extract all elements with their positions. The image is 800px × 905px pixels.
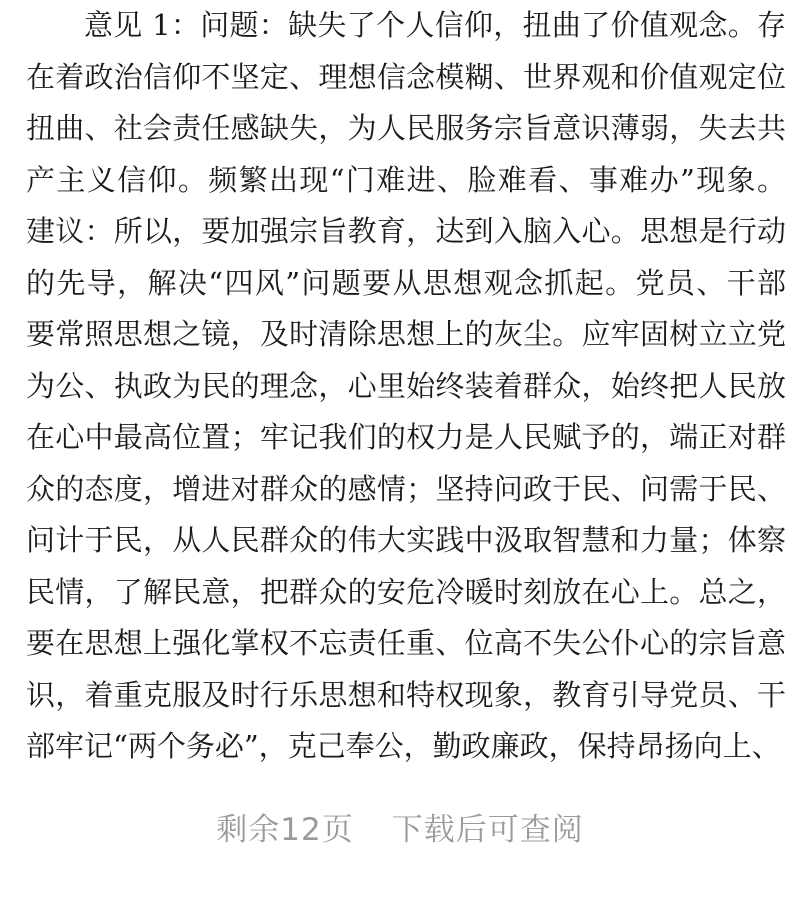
text-line-1: 意见 1：问题：缺失了个人信仰，扭曲了价值观念。存 bbox=[84, 8, 786, 42]
text-line-5: 建议：所以，要加强宗旨教育，达到入脑入心。思想是行动 bbox=[26, 214, 786, 248]
remaining-pages-text: 剩余12页 bbox=[216, 812, 354, 848]
text-line-3: 扭曲、社会责任感缺失，为人民服务宗旨意识薄弱，失去共 bbox=[26, 111, 786, 145]
text-line-9: 在心中最高位置；牢记我们的权力是人民赋予的，端正对群 bbox=[26, 420, 786, 454]
document-body bbox=[26, 0, 786, 773]
text-line-7: 要常照思想之镜，及时清除思想上的灰尘。应牢固树立立党 bbox=[26, 317, 786, 351]
text-line-15: 部牢记“两个务必”，克己奉公，勤政廉政，保持昂扬向上、 bbox=[26, 729, 781, 763]
text-line-12: 民情，了解民意，把群众的安危冷暖时刻放在心上。总之， bbox=[26, 574, 786, 609]
text-line-11: 问计于民，从人民群众的伟大实践中汲取智慧和力量；体察 bbox=[26, 523, 786, 557]
text-line-6: 的先导，解决“四风”问题要从思想观念抓起。党员、干部 bbox=[26, 265, 786, 300]
download-prompt-banner[interactable] bbox=[0, 800, 800, 860]
text-line-8: 为公、执政为民的理念，心里始终装着群众，始终把人民放 bbox=[26, 368, 786, 403]
text-line-4: 产主义信仰。频繁出现“门难进、脸难看、事难办”现象。 bbox=[26, 162, 786, 197]
text-line-2: 在着政治信仰不坚定、理想信念模糊、世界观和价值观定位 bbox=[26, 59, 786, 94]
text-line-14: 识，着重克服及时行乐思想和特权现象，教育引导党员、干 bbox=[26, 677, 786, 712]
text-line-10: 众的态度，增进对群众的感情；坚持问政于民、问需于民、 bbox=[26, 471, 786, 506]
text-line-13: 要在思想上强化掌权不忘责任重、位高不失公仆心的宗旨意 bbox=[26, 626, 786, 660]
download-to-view-text: 下载后可查阅 bbox=[391, 812, 584, 848]
